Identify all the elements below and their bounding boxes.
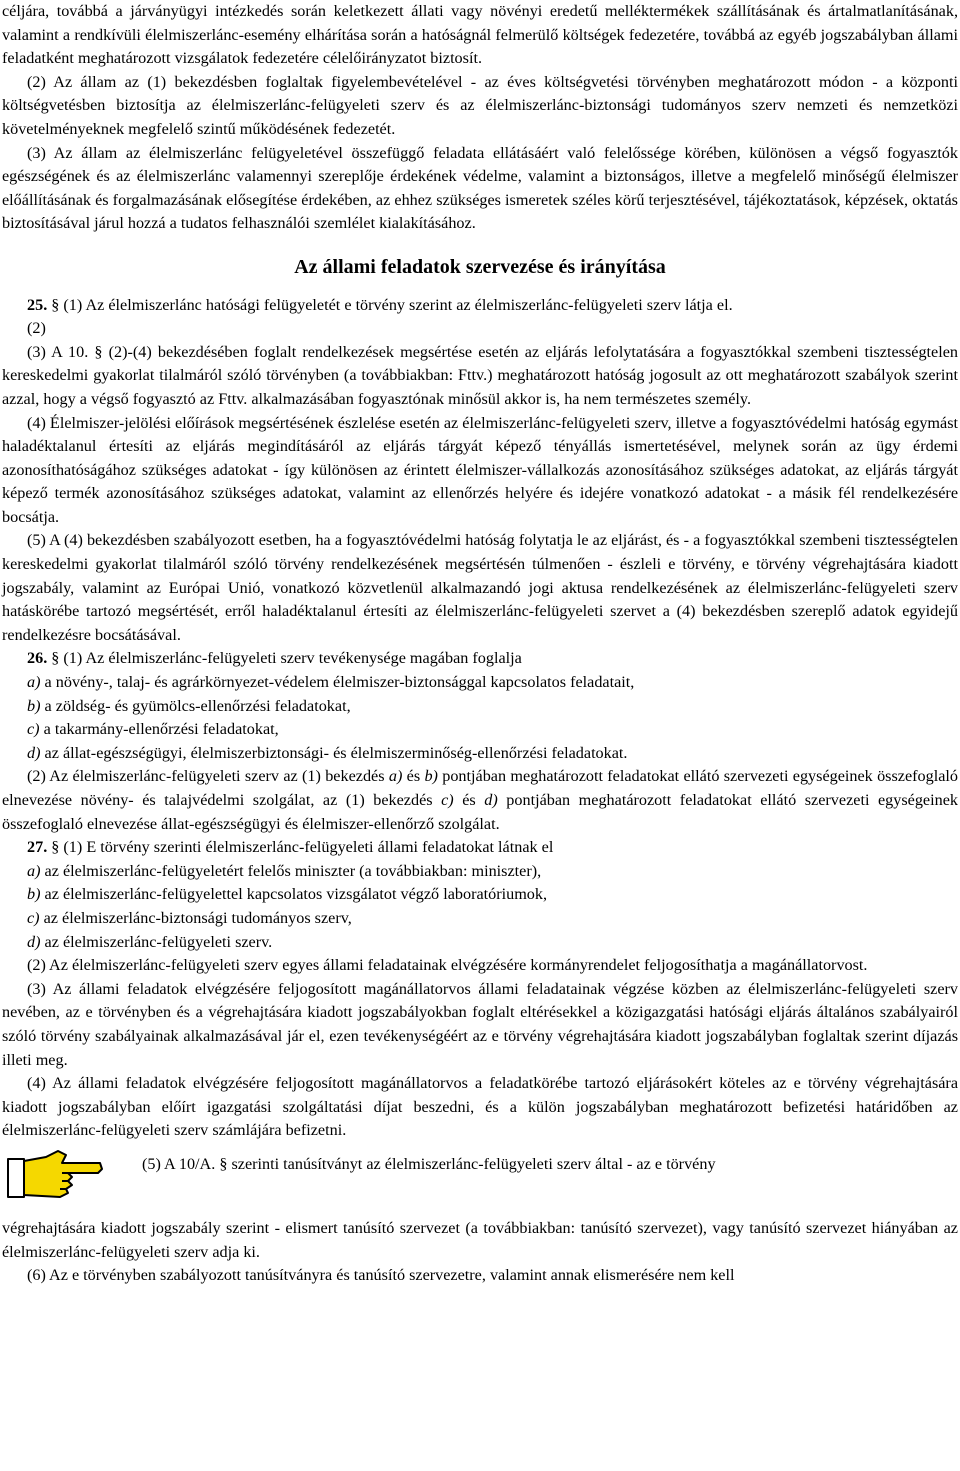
list-text: a takarmány-ellenőrzési feladatokat, — [39, 720, 279, 739]
list-item — [2, 742, 958, 766]
section-27-para-3: (3) Az állami feladatok elvégzésére feljogosított magánállatorvos állami feladatainak végzése közben az élelmiszerlánc-felügyeleti szerv nevében, az e törvényben és a végrehajtására kiadott jogszabályokban foglalt eltérésekkel a közigazgatási hatósági eljárás általános szabályairól szóló törvény szabályainak alkalmazásával jár el, ezen tevékenységéért az e törvény végrehajtására kiadott jogszabályban foglaltak szerint díjazás illeti meg. — [2, 979, 958, 1069]
paragraph-continuation: céljára, továbbá a járványügyi intézkedés során keletkezett állati vagy növényi eredetű melléktermékek szállításának és ártalmatlanításának, valamint a rendkívüli élelmiszerlánc-esemény elhárítása során a hatóságnál felmerülő költségek fedezetére, továbbá az egyéb jogszabályban állami feladatként meghatározott vizsgálatok fedezetére célelőirányzatot biztosít. — [2, 2, 958, 68]
section-25-para-4: (4) Élelmiszer-jelölési előírások megsértésének észlelése esetén az élelmiszerlánc-felügyeleti szerv, illetve a fogyasztóvédelmi hatóság egymást haladéktalanul értesíti az eljárás megindításáról az eljárás tárgyát képező tényállás ismertetésével, melynek során az ügy érdemi azonosíthatóságához szükséges adatokat - így különösen az érintett élelmiszer-vállalkozás azonosításához szükséges adatokat, az eljárás tárgyát képező termék azonosításához szükséges adatokat, valamint az ellenőrzés helyére és idejére vonatkozó adatokat - a másik fél rendelkezésére bocsátja. — [2, 413, 958, 526]
section-27-para-5-rest: végrehajtására kiadott jogszabály szerint - elismert tanúsító szervezet (a továbbiakban: tanúsító szervezet), vagy tanúsító szervezet hiányában az élelmiszerlánc-felügyeleti szerv adja ki. — [2, 1218, 958, 1261]
text-run: (2) Az élelmiszerlánc-felügyeleti szerv az (1) bekezdés — [27, 767, 389, 786]
section-26-para-1 — [2, 647, 958, 671]
paragraph-3: (3) Az állam az élelmiszerlánc felügyeletével összefüggő feladata ellátásáért való felelőssége körében, különösen a végső fogyasztók egészségének és az élelmiszerlánc valamennyi szereplője érdekének védelme, valamint a biztonságos, illetve a megfelelő minőségű élelmiszer előállításának és forgalmazásának elősegítése érdekében, az ehhez szükséges ismeretek széles körű terjesztésével, tájékoztatások, képzések, oktatás biztosításával járul hozzá a tudatos felhasználói szemlélet kialakításához. — [2, 143, 958, 233]
list-letter: a) — [27, 673, 41, 692]
list-text: az élelmiszerlánc-felügyeletért felelős miniszter (a továbbiakban: miniszter), — [40, 861, 542, 880]
list-letter: c) — [27, 908, 40, 927]
text-run: és — [402, 767, 425, 786]
text-run-italic: c) — [441, 791, 454, 809]
list-letter: a) — [27, 861, 41, 880]
section-27-para-6: (6) Az e törvényben szabályozott tanúsítványra és tanúsító szervezetre, valamint annak elismerésére nem kell — [27, 1266, 735, 1285]
list-item — [2, 931, 958, 955]
list-item — [2, 907, 958, 931]
list-item — [2, 671, 958, 695]
section-text: § (1) Az élelmiszerlánc-felügyeleti szerv tevékenysége magában foglalja — [47, 649, 522, 668]
section-number: 27. — [27, 838, 48, 857]
list-text: a növény-, talaj- és agrárkörnyezet-védelem élelmiszer-biztonsággal kapcsolatos feladatait, — [40, 673, 635, 692]
text-run: és — [453, 791, 485, 809]
paragraph-2: (2) Az állam az (1) bekezdésben foglaltak figyelembevételével - az éves költségvetési törvényben meghatározott módon - a központi költségvetésben biztosítja az élelmiszerlánc-felügyeleti szerv és az élelmiszerlánc-biztonsági tudományos szerv nemzeti és nemzetközi követelményeknek megfelelő szintű működésének fedezetét. — [2, 72, 958, 138]
list-item — [2, 695, 958, 719]
list-item — [2, 883, 958, 907]
section-27-para-4: (4) Az állami feladatok elvégzésére feljogosított magánállatorvos a feladatkörébe tartozó eljárásokért köteles az e törvény végrehajtására kiadott jogszabályban előírt igazgatási szolgáltatási díjat beszedni, és a külön jogszabályban meghatározott befizetési határidőben az élelmiszerlánc-felügyeleti szerv számlájára befizetni. — [2, 1074, 958, 1140]
section-heading: Az állami feladatok szervezése és irányítása — [294, 255, 666, 278]
section-number: 25. — [27, 295, 48, 314]
list-item — [2, 718, 958, 742]
list-letter: c) — [27, 720, 40, 739]
list-text: az élelmiszerlánc-felügyeleti szerv. — [40, 932, 273, 951]
text-run: pontjában meghatározott feladatokat ellátó szervezeti egységeinek összefoglaló elnevezése állat-egészségügyi és élelmiszer-ellenőrző szolgálat. — [2, 791, 958, 833]
text-run-italic: a) — [388, 767, 403, 786]
amendment-marker-row — [2, 1145, 958, 1203]
section-25-para-2: (2) — [27, 319, 46, 338]
list-letter: b) — [27, 885, 41, 904]
pointing-hand-icon — [6, 1145, 104, 1203]
list-letter: b) — [27, 696, 41, 715]
section-27-para-5-start: (5) A 10/A. § szerinti tanúsítványt az élelmiszerlánc-felügyeleti szerv által - az e törvény — [142, 1154, 716, 1173]
section-text: § (1) Az élelmiszerlánc hatósági felügyeletét e törvény szerint az élelmiszerlánc-felügyeleti szerv látja el. — [47, 295, 733, 314]
section-25-para-1 — [2, 294, 958, 318]
text-run: pontjában meghatározott feladatokat ellátó szervezeti egységeinek összefoglaló elnevezése növény- és talajvédelmi szolgálat, az (1) bekezdés — [2, 767, 959, 809]
list-item — [2, 860, 958, 884]
list-letter: d) — [27, 743, 41, 762]
text-run-italic: d) — [484, 791, 498, 809]
list-text: az élelmiszerlánc-felügyelettel kapcsolatos vizsgálatot végző laboratóriumok, — [40, 885, 548, 904]
list-letter: d) — [27, 932, 41, 951]
list-text: az élelmiszerlánc-biztonsági tudományos szerv, — [39, 908, 352, 927]
section-number: 26. — [27, 649, 48, 668]
section-25-para-3: (3) A 10. § (2)-(4) bekezdésében foglalt rendelkezések megsértése esetén az eljárás lefolytatására a fogyasztókkal szembeni tisztességtelen kereskedelmi gyakorlat tilalmáról szóló törvényben (a továbbiakban: Fttv.) meghatározott hatóság jogosult az ott meghatározott szabályok szerint azzal, hogy a végső fogyasztó az Fttv. alkalmazásában fogyasztónak minősül akkor is, ha nem természetes személy. — [2, 342, 958, 408]
text-run-italic: b) — [424, 767, 438, 786]
section-27-para-2: (2) Az élelmiszerlánc-felügyeleti szerv egyes állami feladatainak elvégzésére kormányrendelet feljogosíthatja a magánállatorvost. — [27, 956, 868, 975]
section-text: § (1) E törvény szerinti élelmiszerlánc-felügyeleti állami feladatokat látnak el — [47, 838, 554, 857]
section-26-para-2 — [2, 765, 958, 836]
list-text: a zöldség- és gyümölcs-ellenőrzési feladatokat, — [40, 696, 351, 715]
section-25-para-5: (5) A (4) bekezdésben szabályozott esetben, ha a fogyasztóvédelmi hatóság folytatja le az eljárást, és - a fogyasztókkal szembeni tisztességtelen kereskedelmi gyakorlat tilalmáról szóló törvény rendelkezésének megsértésén túlmenően - észleli e törvény, e törvény végrehajtására kiadott jogszabály, valamint az Európai Unió, vonatkozó közvetlenül alkalmazandó jogi aktusa rendelkezésének az élelmiszerlánc-felügyeleti szerv hatáskörébe tartozó megsértését, erről haladéktalanul értesíti az élelmiszerlánc-felügyeleti szervet a (4) bekezdésben szereplő adatok egyidejű rendelkezésre bocsátásával. — [2, 531, 958, 644]
section-27-para-1 — [2, 836, 958, 860]
list-text: az állat-egészségügyi, élelmiszerbiztonsági- és élelmiszerminőség-ellenőrzési feladatokat. — [40, 743, 628, 762]
